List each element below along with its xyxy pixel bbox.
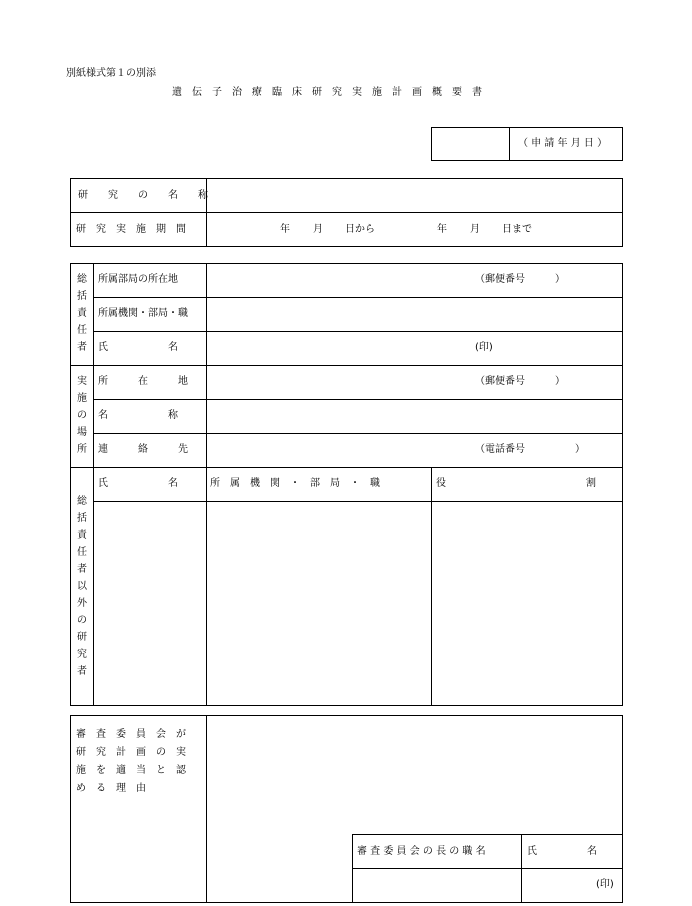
period-to-month: 月 xyxy=(470,224,480,235)
application-date-input[interactable] xyxy=(432,128,508,160)
supervisor-address-label: 所属部局の所在地 xyxy=(98,274,178,285)
research-name-label: 研 究 の 名 称 xyxy=(78,190,208,201)
site-location-label: 所 在 地 xyxy=(98,376,188,387)
col-affiliation-header: 所 属 機 関 ・ 部 局 ・ 職 xyxy=(210,478,380,489)
committee-reason-label: 審 査 委 員 会 が 研 究 計 画 の 実 施 を 適 当 と 認 め る 理 由 xyxy=(76,729,196,794)
committee-chair-name-label: 氏 名 xyxy=(527,846,597,857)
site-phone-label: （電話番号 ） xyxy=(475,444,585,455)
committee-chair-title-label: 審 査 委 員 会 の 長 の 職 名 xyxy=(357,846,486,857)
col-role-header: 役 割 xyxy=(436,478,596,489)
document-title: 遺 伝 子 治 療 臨 床 研 究 実 施 計 画 概 要 書 xyxy=(172,87,482,98)
committee-seal-label: (印) xyxy=(596,879,614,890)
research-name-input[interactable] xyxy=(208,180,620,210)
period-to-year: 年 xyxy=(437,224,447,235)
col-name-header: 氏 名 xyxy=(98,478,178,489)
period-from-month: 月 xyxy=(313,224,323,235)
research-period-label: 研 究 実 施 期 間 xyxy=(76,224,186,235)
site-postal-label: （郵便番号 ） xyxy=(475,376,565,387)
form-note: 別紙様式第１の別添 xyxy=(66,68,156,79)
application-date-label: （ 申 請 年 月 日 ） xyxy=(518,138,608,149)
supervisor-name-label: 氏 名 xyxy=(98,342,178,353)
site-contact-label: 連 絡 先 xyxy=(98,444,188,455)
site-group-label: 実施の場所 xyxy=(77,376,87,455)
period-to-day: 日まで xyxy=(502,224,532,235)
other-researchers-group-label: 総括責任者以外の研究者 xyxy=(77,496,87,677)
supervisor-affiliation-label: 所属機関・部局・職 xyxy=(98,308,188,319)
supervisor-postal-label: （郵便番号 ） xyxy=(475,274,565,285)
period-from-day: 日から xyxy=(345,224,375,235)
site-name-label: 名 称 xyxy=(98,410,178,421)
supervisor-seal-label: (印) xyxy=(475,342,493,353)
period-from-year: 年 xyxy=(280,224,290,235)
supervisor-group-label: 総括責任者 xyxy=(77,274,87,353)
